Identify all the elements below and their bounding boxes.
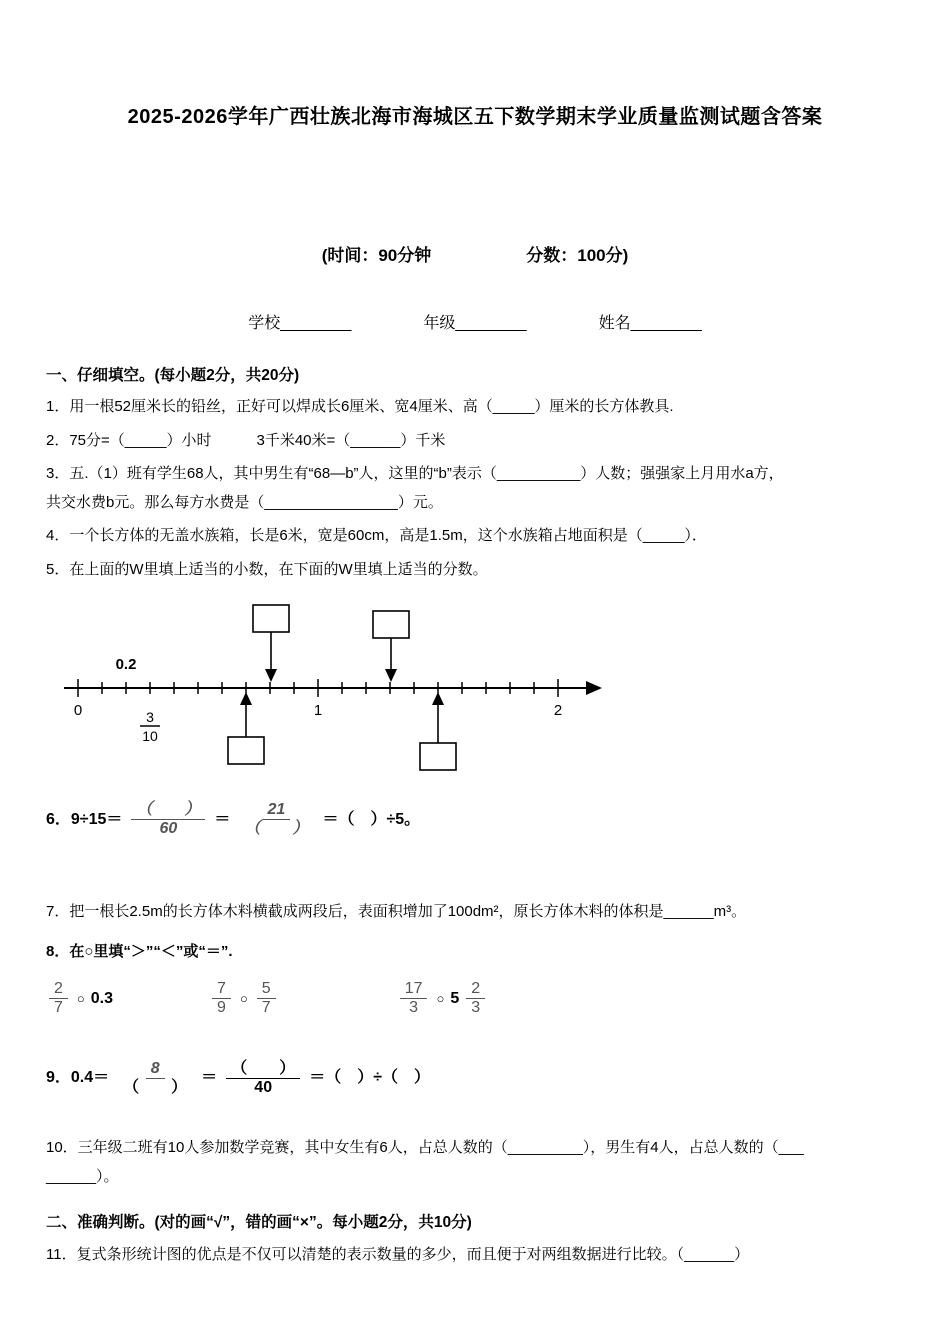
question-6 (46, 801, 904, 839)
numerator: （ ） (131, 801, 205, 820)
question-9-tail: ＝（ ）÷（ ） (309, 1069, 430, 1087)
question-9 (46, 1060, 904, 1098)
denominator: 7 (54, 999, 63, 1017)
denominator: 3 (471, 999, 481, 1017)
compare-circle-3[interactable]: ○ (436, 991, 445, 1007)
denominator: 40 (254, 1078, 273, 1096)
numerator: 5 (257, 980, 276, 999)
question-10-line1: 10．三年级二班有10人参加数学竞赛，其中女生有6人，占总人数的（_________），男生有4人，占总人数的（___ (46, 1139, 804, 1157)
denominator: 60 (159, 820, 178, 838)
answer-box-above-1[interactable] (253, 605, 289, 632)
question-7: 7．把一根长2.5m的长方体木料横截成两段后，表面积增加了100dm²，原长方体木料的体积是______m³。 (46, 902, 747, 920)
number-line-svg (60, 591, 612, 776)
question-8-comparisons (46, 980, 904, 1018)
question-6-fraction-1[interactable] (131, 801, 205, 839)
label-0: 0 (73, 702, 83, 719)
compare-circle-1[interactable]: ○ (76, 991, 85, 1007)
denominator: （ ） (244, 820, 309, 838)
time-label: (时间：90分钟 (321, 246, 432, 265)
equals-sign: ＝ (214, 810, 231, 828)
compare-circle-2[interactable]: ○ (239, 991, 248, 1007)
value-0-3: 0.3 (90, 989, 114, 1007)
label-0-2: 0.2 (115, 656, 137, 673)
fraction-3-10-numerator: 3 (146, 709, 154, 725)
answer-box-below-2[interactable] (420, 743, 456, 770)
denominator: 7 (261, 999, 271, 1017)
question-6-lead: 6．9÷15＝ (46, 810, 123, 828)
answer-box-below-1[interactable] (228, 737, 264, 764)
name-field[interactable]: 姓名________ (598, 315, 702, 332)
mixed-number-whole: 5 (450, 989, 460, 1007)
question-3-line1: 3．五.（1）班有学生68人，其中男生有“68—b”人，这里的“b”表示（__________）人数；强强家上月用水a方， (46, 465, 784, 482)
fraction-3-10-denominator: 10 (142, 728, 158, 744)
question-11: 11．复式条形统计图的优点是不仅可以清楚的表示数量的多少，而且便于对两组数据进行比较。（______） (46, 1246, 750, 1264)
question-9-fraction-2[interactable] (226, 1060, 300, 1098)
numerator: 17 (400, 980, 428, 999)
axis-arrow-head (586, 681, 602, 695)
question-6-tail: ＝（ ）÷5。 (322, 810, 421, 828)
comparison-2 (209, 980, 279, 1018)
school-field[interactable]: 学校________ (248, 315, 352, 332)
question-10-line2: ______）。 (46, 1167, 119, 1185)
numerator: 7 (212, 980, 231, 999)
question-8-lead: 8．在○里填“＞”“＜”或“＝”. (46, 943, 233, 961)
question-5: 5．在上面的W里填上适当的小数，在下面的W里填上适当的分数。 (46, 560, 488, 578)
section2-heading: 二、准确判断。(对的画“√”，错的画“×”。每小题2分，共10分) (46, 1214, 472, 1232)
fraction-2-7 (49, 980, 68, 1018)
score-label: 分数：100分) (526, 246, 629, 265)
down-arrow-1-head (265, 669, 277, 682)
section1-heading: 一、仔细填空。(每小题2分，共20分) (46, 367, 300, 384)
time-score-row (46, 241, 904, 266)
denominator: 3 (409, 999, 419, 1017)
answer-box-above-2[interactable] (373, 611, 409, 638)
question-9-fraction-1[interactable] (118, 1060, 192, 1098)
denominator: 9 (217, 999, 226, 1017)
question-2: 2．75分=（_____）小时 3千米40米=（______）千米 (46, 431, 446, 449)
fraction-7-9 (212, 980, 231, 1018)
numerator: 8 (146, 1060, 165, 1079)
question-4: 4．一个长方体的无盖水族箱，长是6米，宽是60cm，高是1.5m，这个水族箱占地面积是（_____）． (46, 527, 707, 544)
grade-field[interactable]: 年级________ (423, 315, 527, 332)
question-6-fraction-2[interactable] (239, 801, 313, 839)
label-1: 1 (313, 702, 323, 719)
comparison-3 (397, 980, 488, 1018)
fraction-5-7 (257, 980, 276, 1018)
numerator: 21 (263, 801, 291, 820)
label-2: 2 (553, 702, 563, 719)
numerator: 2 (49, 980, 68, 999)
number-line-figure (60, 591, 904, 781)
comparison-1 (46, 980, 113, 1018)
student-info-row (46, 310, 904, 333)
question-3-line2: 共交水费b元。那么每方水费是（________________）元。 (46, 493, 443, 511)
equals-sign: ＝ (201, 1069, 218, 1087)
fraction-17-3 (400, 980, 428, 1018)
question-1: 1．用一根52厘米长的铅丝，正好可以焊成长6厘米、宽4厘米、高（_____）厘米的长方体教具. (46, 398, 674, 415)
down-arrow-2-head (385, 669, 397, 682)
question-9-lead: 9．0.4＝ (46, 1069, 110, 1087)
denominator: （ ） (123, 1078, 188, 1096)
numerator: 2 (466, 980, 485, 999)
paper-title: 2025-2026学年广西壮族北海市海城区五下数学期末学业质量监测试题含答案 (127, 106, 823, 128)
numerator: （ ） (226, 1060, 300, 1079)
fraction-2-3 (466, 980, 485, 1018)
